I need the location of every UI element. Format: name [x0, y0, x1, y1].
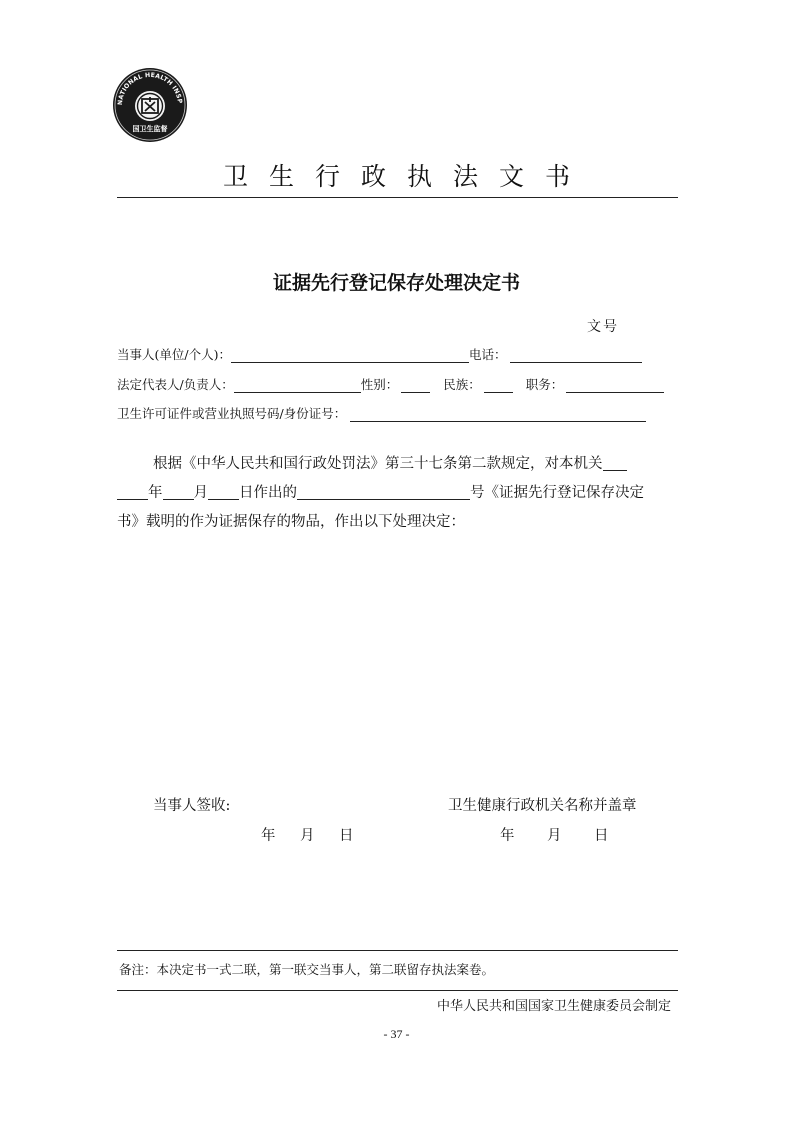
license-field[interactable] — [350, 407, 646, 422]
agency-date-year: 年 — [500, 828, 515, 844]
ethnicity-label: 民族： — [443, 377, 481, 392]
body-line-1-text: 根据《中华人民共和国行政处罚法》第三十七条第二款规定，对本机关 — [153, 456, 603, 472]
year-blank[interactable] — [117, 482, 148, 500]
number-ref-text: 号《证据先行登记保存决定 — [470, 485, 644, 501]
party-date-year: 年 — [261, 828, 276, 844]
legal-rep-label: 法定代表人/负责人： — [117, 377, 234, 392]
party-date-month: 月 — [300, 828, 315, 844]
agency-sign-label: 卫生健康行政机关名称并盖章 — [448, 798, 637, 814]
position-field[interactable] — [566, 378, 664, 393]
party-row — [117, 343, 673, 363]
footer-divider-top — [117, 950, 678, 951]
ethnicity-field[interactable] — [484, 378, 513, 393]
agency-date-day: 日 — [594, 828, 609, 844]
issuer-text: 中华人民共和国国家卫生健康委员会制定 — [436, 999, 671, 1014]
year-label: 年 — [148, 485, 163, 501]
page-number: - 37 - — [383, 1027, 410, 1041]
document-title: 证据先行登记保存处理决定书 — [272, 272, 520, 294]
gender-label: 性别： — [360, 377, 399, 392]
month-label: 月 — [193, 485, 208, 501]
legal-rep-field[interactable] — [234, 378, 361, 393]
body-line-1 — [153, 450, 627, 479]
day-made-label: 日作出的 — [239, 485, 297, 501]
header-divider — [117, 197, 678, 198]
position-label: 职务： — [525, 377, 564, 392]
phone-label: 电话： — [468, 347, 507, 362]
health-inspection-emblem — [112, 67, 188, 143]
license-row — [117, 402, 673, 422]
party-date-day: 日 — [339, 828, 354, 844]
party-sign-label: 当事人签收: — [153, 798, 231, 814]
header-title: 卫生行政执法文书 — [222, 162, 591, 191]
party-label: 当事人(单位/个人)： — [117, 347, 231, 362]
body-line-2 — [117, 479, 644, 508]
legal-rep-row — [117, 373, 673, 393]
footer-divider-bottom — [117, 990, 678, 991]
agency-date-month: 月 — [547, 828, 562, 844]
phone-field[interactable] — [510, 348, 642, 363]
remark-text: 备注：本决定书一式二联，第一联交当事人，第二联留存执法案卷。 — [119, 962, 495, 977]
day-blank[interactable] — [208, 482, 239, 500]
emblem-ring-text: NATIONAL HEALTH INSP — [116, 71, 184, 106]
agency-blank[interactable] — [603, 453, 627, 471]
month-blank[interactable] — [163, 482, 194, 500]
license-label: 卫生许可证件或营业执照号码/身份证号： — [117, 406, 347, 421]
gender-field[interactable] — [401, 378, 430, 393]
decision-number-blank[interactable] — [297, 482, 470, 500]
document-number-label: 文号 — [587, 319, 619, 335]
party-field[interactable] — [231, 348, 469, 363]
emblem-bottom-text: 国卫生监督 — [132, 125, 168, 133]
body-line-3: 书》载明的作为证据保存的物品，作出以下处理决定： — [117, 514, 465, 530]
